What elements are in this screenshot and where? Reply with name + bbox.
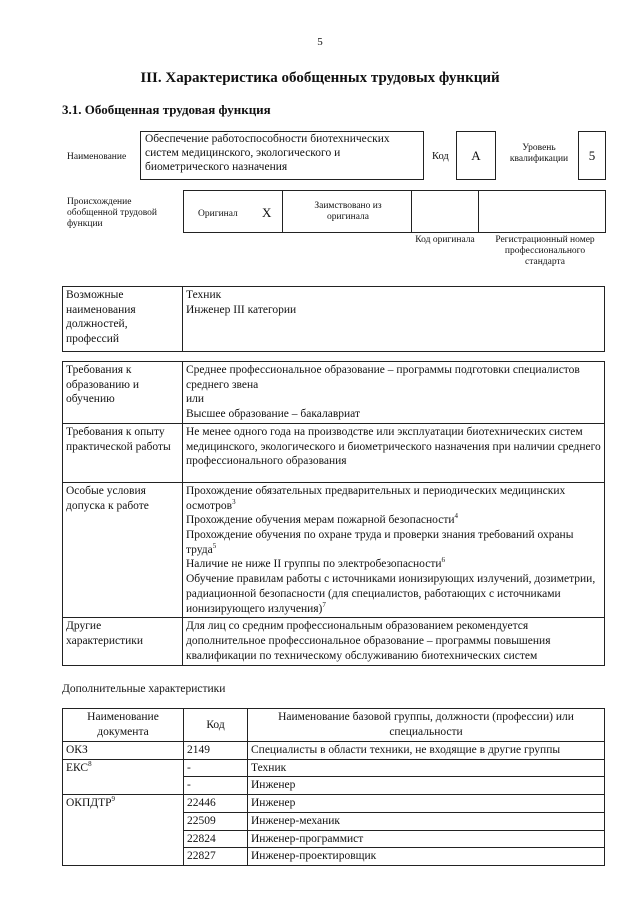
footnote-mark: 7 (322, 600, 326, 609)
footnote-mark: 6 (441, 556, 446, 565)
positions-label: Возможные наименования должностей, профессий (63, 287, 183, 352)
name-cell: Инженер (248, 777, 605, 795)
level-label: Уровень квалификации (509, 143, 569, 164)
header-name: Наименование базовой группы, должности (профессии) или специальности (248, 709, 605, 742)
header-doc: Наименование документа (63, 709, 184, 742)
code-label: Код (432, 151, 449, 162)
function-name-value: Обеспечение работоспособности биотехнических систем медицинского, экологического и биометрического назначения (145, 133, 390, 173)
education-label: Требования к образованию и обучению (63, 362, 183, 424)
extra-title: Дополнительные характеристики (62, 683, 226, 695)
doc-cell: ОКЗ (63, 742, 184, 760)
code-cell: - (184, 777, 248, 795)
table-row (63, 759, 605, 777)
extra-header-row (63, 709, 605, 742)
name-label: Наименование (67, 152, 127, 162)
requirement-text: Высшее образование – бакалавриат (186, 408, 360, 421)
footnote-mark: 4 (454, 512, 459, 521)
subsection-title: 3.1. Обобщенная трудовая функция (62, 102, 271, 117)
table-row (63, 795, 605, 813)
positions-table (62, 286, 605, 352)
code-cell: 22509 (184, 812, 248, 830)
name-cell: Инженер (248, 795, 605, 813)
name-cell: Техник (248, 759, 605, 777)
requirement-row (63, 618, 605, 665)
requirement-row (63, 482, 605, 617)
requirements-table (62, 361, 605, 666)
original-mark: Х (262, 205, 272, 220)
positions-row (63, 287, 605, 352)
original-cell (183, 190, 283, 233)
code-cell: - (184, 759, 248, 777)
requirement-text: Прохождение обучения по охране труда и проверки знания требований охраны труда$^5$ (186, 529, 574, 556)
other-value (183, 618, 605, 665)
page-number: 5 (317, 36, 323, 48)
doc-cell: ОКПДТР$^9$ (63, 795, 184, 866)
name-cell: Инженер-механик (248, 812, 605, 830)
requirement-text: Среднее профессиональное образование – программы подготовки специалистов среднего звена (186, 364, 580, 391)
reg-number-caption: Регистрационный номер профессионального стандарта (495, 235, 595, 267)
name-cell: Инженер-проектировщик (248, 848, 605, 866)
code-cell: 2149 (184, 742, 248, 760)
code-cell: 22824 (184, 830, 248, 848)
requirement-row (63, 423, 605, 482)
function-name-box (140, 131, 424, 180)
experience-value (183, 423, 605, 482)
code-cell: 22446 (184, 795, 248, 813)
extra-table (62, 708, 605, 866)
special-conditions-value (183, 482, 605, 617)
position-line: Инженер III категории (186, 303, 297, 316)
origin-label: Происхождение обобщенной трудовой функции (67, 197, 157, 229)
education-value (183, 362, 605, 424)
footnote-mark: 3 (232, 497, 236, 506)
requirement-text: Не менее одного года на производстве или эксплуатации биотехнических систем медицинского, экологического и биометрического назначения при наличии среднего профессионального образования (186, 425, 601, 468)
name-cell: Специалисты в области техники, не входящие в другие группы (248, 742, 605, 760)
section-title: III. Характеристика обобщенных трудовых функций (140, 70, 500, 86)
position-line: Техник (186, 289, 222, 301)
positions-value (183, 287, 605, 352)
special-conditions-label: Особые условия допуска к работе (63, 482, 183, 617)
requirement-text: Для лиц со средним профессиональным образованием рекомендуется дополнительное профессиональное образование – программы повышения квалификации по техническому обслуживанию биотехнических систем (186, 620, 551, 662)
experience-label: Требования к опыту практической работы (63, 423, 183, 482)
footnote-mark: 5 (212, 541, 217, 550)
code-original-caption: Код оригинала (415, 235, 475, 245)
other-label: Другие характеристики (63, 618, 183, 665)
requirement-text: Наличие не ниже II группы по электробезопасности$^6$ (186, 556, 446, 571)
code-value-box (456, 131, 496, 180)
doc-cell: ЕКС$^8$ (63, 759, 184, 794)
original-label: Оригинал (198, 209, 238, 219)
borrowed-label: Заимствовано из оригинала (314, 201, 382, 222)
name-cell: Инженер-программист (248, 830, 605, 848)
header-code: Код (184, 709, 248, 742)
requirement-text: или (186, 393, 205, 406)
borrowed-cell (282, 190, 412, 233)
reg-number-cell (478, 190, 606, 233)
code-value: А (471, 147, 481, 163)
code-cell: 22827 (184, 848, 248, 866)
level-value: 5 (588, 147, 596, 163)
code-original-cell (411, 190, 479, 233)
table-row (63, 742, 605, 760)
requirement-text: Прохождение обязательных предварительных и периодических медицинских осмотров$^3$ (186, 484, 566, 512)
requirement-text: Прохождение обучения мерам пожарной безопасности$^4$ (186, 512, 459, 527)
requirement-text: Обучение правилам работы с источниками ионизирующих излучений, дозиметрии, радиационной безопасности (для специалистов, работающих с источниками ионизирующего излучения)$^7$ (186, 573, 596, 615)
requirement-row (63, 362, 605, 424)
level-value-box (578, 131, 606, 180)
